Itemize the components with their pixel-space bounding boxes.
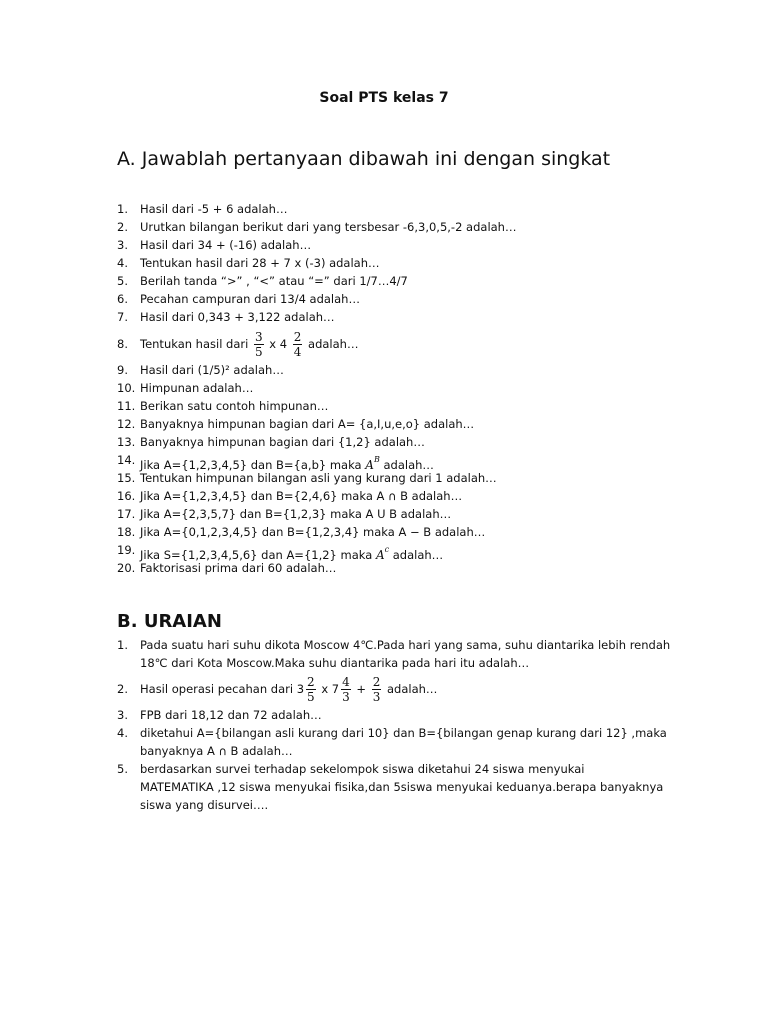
- item-text: Himpunan adalah…: [140, 381, 254, 395]
- item-number: 5.: [117, 274, 128, 288]
- fraction-numerator: 2: [293, 330, 302, 344]
- item-number: 5.: [117, 762, 128, 776]
- list-item: [117, 218, 516, 236]
- section-b-list: [117, 636, 700, 814]
- fraction: [341, 675, 351, 704]
- item-text-post: adalah…: [308, 337, 359, 351]
- list-item: [117, 559, 516, 577]
- item-number: 19.: [117, 543, 136, 557]
- item-text-line: diketahui A={bilangan asli kurang dari 10} dan B={bilangan genap kurang dari 12} ,maka: [140, 726, 667, 740]
- item-number: 3.: [117, 238, 128, 252]
- list-item: [117, 379, 516, 397]
- fraction-numerator: 4: [342, 675, 350, 689]
- fraction: [254, 330, 264, 359]
- item-number: 7.: [117, 310, 128, 324]
- list-item-fraction: [117, 327, 516, 361]
- fraction: [293, 330, 303, 359]
- list-item: [117, 254, 516, 272]
- list-item: [117, 706, 700, 724]
- item-number: 15.: [117, 471, 136, 485]
- item-text-mid: x 4: [269, 337, 288, 351]
- item-number: 1.: [117, 638, 128, 652]
- item-text: Urutkan bilangan berikut dari yang tersbesar -6,3,0,5,-2 adalah…: [140, 220, 517, 234]
- item-text: Hasil dari (1/5)² adalah…: [140, 363, 284, 377]
- item-number: 13.: [117, 435, 136, 449]
- item-text-line: MATEMATIKA ,12 siswa menyukai fisika,dan 5siswa menyukai keduanya.berapa banyaknya: [140, 780, 664, 794]
- item-number: 11.: [117, 399, 136, 413]
- list-item: [117, 469, 516, 487]
- fraction-numerator: 2: [372, 675, 381, 689]
- fraction-denominator: 5: [307, 690, 315, 704]
- item-text: Jika A={1,2,3,4,5} dan B={2,4,6} maka A ∩ B adalah…: [140, 489, 463, 503]
- item-number: 18.: [117, 525, 136, 539]
- list-item: [117, 505, 516, 523]
- list-item: [117, 523, 516, 541]
- item-number: 4.: [117, 726, 128, 740]
- fraction-denominator: 3: [372, 690, 381, 704]
- item-text: Banyaknya himpunan bagian dari A= {a,I,u,e,o} adalah…: [140, 417, 475, 431]
- superscript: B: [373, 455, 380, 464]
- item-number: 3.: [117, 708, 128, 722]
- superscript: c: [384, 545, 390, 554]
- section-a-list: [117, 200, 516, 577]
- section-a-heading: A. Jawablah pertanyaan dibawah ini dengan singkat: [117, 148, 611, 170]
- item-text: FPB dari 18,12 dan 72 adalah…: [140, 708, 322, 722]
- list-item-fraction: [117, 672, 700, 706]
- fraction: [372, 675, 382, 704]
- item-text-pre: Jika S={1,2,3,4,5,6} dan A={1,2} maka: [140, 548, 373, 562]
- item-text: Faktorisasi prima dari 60 adalah…: [140, 561, 337, 575]
- list-item-superscript: [117, 541, 516, 562]
- list-item-superscript: [117, 451, 516, 472]
- item-number: 8.: [117, 337, 128, 351]
- item-text-mid: x 7: [321, 682, 340, 696]
- set-symbol: A: [365, 458, 374, 472]
- list-item: [117, 760, 700, 814]
- item-text-pre: Hasil operasi pecahan dari 3: [140, 682, 305, 696]
- item-text: Hasil dari 0,343 + 3,122 adalah…: [140, 310, 335, 324]
- list-item: [117, 724, 700, 760]
- list-item: [117, 636, 700, 672]
- item-text: Banyaknya himpunan bagian dari {1,2} adalah…: [140, 435, 425, 449]
- fraction-denominator: 5: [254, 345, 263, 359]
- section-b-heading: B. URAIAN: [117, 611, 222, 632]
- item-text-line: 18℃ dari Kota Moscow.Maka suhu diantarika pada hari itu adalah…: [140, 656, 530, 670]
- item-text: Pecahan campuran dari 13/4 adalah…: [140, 292, 360, 306]
- list-item: [117, 361, 516, 379]
- item-number: 14.: [117, 453, 136, 467]
- fraction-numerator: 2: [307, 675, 315, 689]
- set-symbol: A: [375, 548, 385, 562]
- list-item: [117, 415, 516, 433]
- fraction-denominator: 4: [293, 345, 302, 359]
- list-item: [117, 487, 516, 505]
- fraction-numerator: 3: [254, 330, 263, 344]
- item-text-line: Pada suatu hari suhu dikota Moscow 4℃.Pada hari yang sama, suhu diantarika lebih rendah: [140, 638, 671, 652]
- item-number: 16.: [117, 489, 136, 503]
- item-number: 9.: [117, 363, 128, 377]
- list-item: [117, 397, 516, 415]
- item-text-line: berdasarkan survei terhadap sekelompok siswa diketahui 24 siswa menyukai: [140, 762, 585, 776]
- item-text: Jika A={2,3,5,7} dan B={1,2,3} maka A U B adalah…: [140, 507, 452, 521]
- item-text: Hasil dari -5 + 6 adalah…: [140, 202, 288, 216]
- item-text-pre: Jika A={1,2,3,4,5} dan B={a,b} maka: [140, 458, 362, 472]
- list-item: [117, 308, 516, 326]
- item-number: 12.: [117, 417, 136, 431]
- fraction-denominator: 3: [342, 690, 350, 704]
- list-item: [117, 272, 516, 290]
- list-item: [117, 236, 516, 254]
- item-text-post: adalah…: [387, 682, 438, 696]
- item-number: 17.: [117, 507, 136, 521]
- item-text-post: adalah…: [383, 458, 434, 472]
- item-number: 6.: [117, 292, 128, 306]
- plus-sign: +: [356, 682, 367, 696]
- item-text-line: banyaknya A ∩ B adalah…: [140, 744, 293, 758]
- item-text: Tentukan himpunan bilangan asli yang kurang dari 1 adalah…: [140, 471, 497, 485]
- item-text-post: adalah…: [392, 548, 444, 562]
- list-item: [117, 290, 516, 308]
- item-text: Jika A={0,1,2,3,4,5} dan B={1,2,3,4} maka A − B adalah…: [140, 525, 486, 539]
- item-number: 20.: [117, 561, 136, 575]
- item-text-pre: Tentukan hasil dari: [140, 337, 249, 351]
- item-text-line: siswa yang disurvei….: [140, 798, 269, 812]
- item-text: Hasil dari 34 + (-16) adalah…: [140, 238, 312, 252]
- list-item: [117, 433, 516, 451]
- item-text: Berikan satu contoh himpunan…: [140, 399, 329, 413]
- page-title: Soal PTS kelas 7: [319, 90, 449, 106]
- item-number: 10.: [117, 381, 136, 395]
- list-item: [117, 200, 516, 218]
- item-number: 4.: [117, 256, 128, 270]
- item-text: Tentukan hasil dari 28 + 7 x (-3) adalah…: [140, 256, 380, 270]
- item-number: 2.: [117, 682, 128, 696]
- fraction: [306, 675, 316, 704]
- item-text: Berilah tanda “>” , “<” atau “=” dari 1/7…4/7: [140, 274, 408, 288]
- item-number: 1.: [117, 202, 128, 216]
- item-number: 2.: [117, 220, 128, 234]
